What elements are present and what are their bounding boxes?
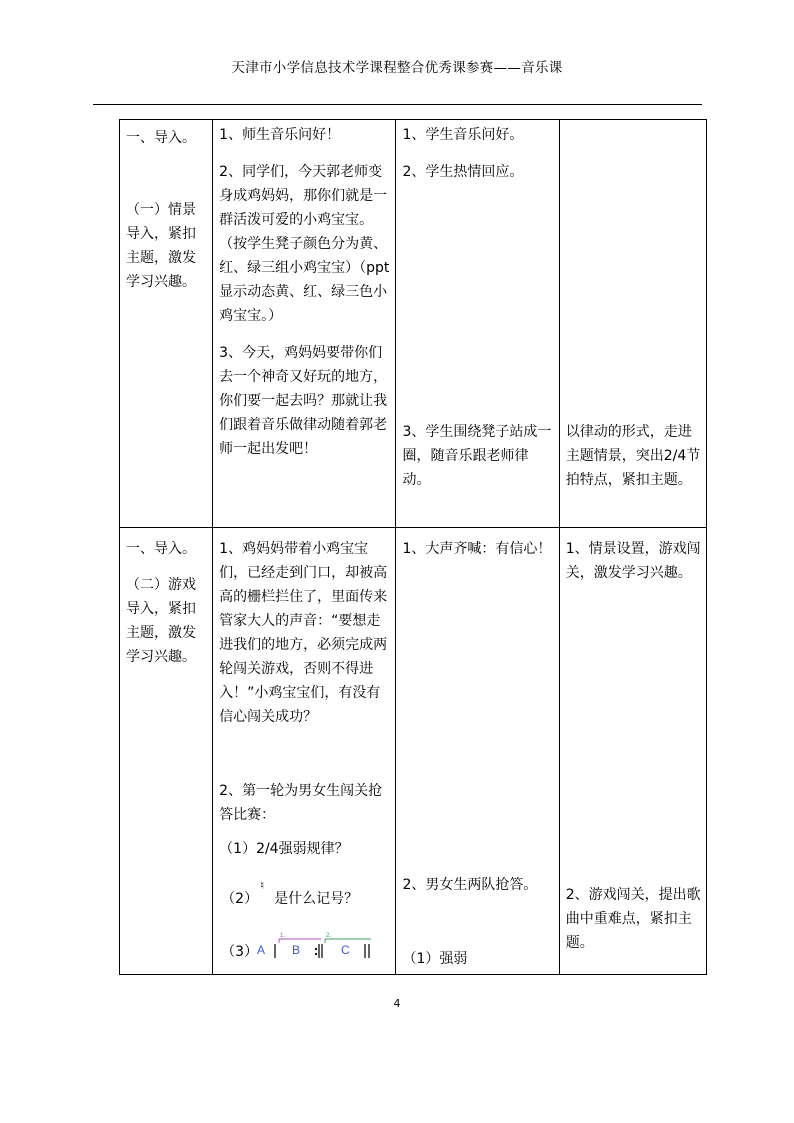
teacher-step-1: 1、师生音乐问好！ [219,127,341,143]
teacher-activity-cell [213,120,396,528]
teacher-question-2-label: （2） [221,891,259,907]
design-purpose-cell [559,120,706,528]
design-purpose-cell [559,528,706,975]
section-b-label: B [292,943,301,957]
teacher-step-3: 3、今天，鸡妈妈要带你们去一个神奇又好玩的地方，你们要一起去吗？那就让我们跟着音乐做律动随着郭老师一起出发吧！ [219,345,388,457]
teacher-activity-cell [213,528,396,975]
page-number: 4 [393,997,401,1010]
stage-cell [120,120,213,528]
stage-cell [120,528,213,975]
header-rule [93,104,702,105]
section-a-label: A [257,943,266,957]
student-step-3: 3、学生围绕凳子站成一圈，随音乐跟老师律动。 [402,424,552,488]
stage-title: 一、导入。 [126,130,196,146]
stage-subtitle: （二）游戏导入，紧扣主题，激发学习兴趣。 [126,577,196,665]
purpose-2: 2、游戏闯关，提出歌曲中重难点，紧扣主题。 [565,887,701,951]
purpose-1: 1、情景设置，游戏闯关，激发学习兴趣。 [565,541,701,581]
lesson-plan-table [119,119,707,975]
student-step-1: 1、学生音乐问好。 [402,127,524,143]
stage-title: 一、导入。 [126,541,196,557]
teacher-step-1: 1、鸡妈妈带着小鸡宝宝们，已经走到门口，却被高高的栅栏拦住了，里面传来管家大人的声音：“要想走进我们的地方，必须完成两轮闯关游戏，否则不得进入！”小鸡宝宝们，有没有信心闯关成功？ [219,541,388,725]
second-ending-label: 2. [326,933,332,939]
student-answer-1: （1）强弱 [402,951,468,967]
student-step-2: 2、男女生两队抢答。 [402,877,538,893]
purpose-1: 以律动的形式，走进主题情景，突出2/4节拍特点，紧扣主题。 [565,424,701,488]
teacher-question-2-text: 是什么记号？ [274,891,359,907]
teacher-question-3-label: （3） [221,944,259,960]
natural-sign-icon: ♮ [260,879,265,892]
repeat-structure-icon [251,928,391,964]
table-row [120,120,707,528]
teacher-step-2: 2、第一轮为男女生闯关抢答比赛： [219,783,383,823]
table-row [120,528,707,975]
first-ending-label: 1. [280,933,286,939]
teacher-step-2: 2、同学们，今天郭老师变身成鸡妈妈，那你们就是一群活泼可爱的小鸡宝宝。（按学生凳子颜色分为黄、红、绿三组小鸡宝宝）（ppt显示动态黄、红、绿三色小鸡宝宝。） [219,164,390,324]
stage-subtitle: （一）情景导入，紧扣主题，激发学习兴趣。 [126,202,196,290]
student-activity-cell [396,120,559,528]
student-step-1: 1、大声齐喊：有信心！ [402,541,552,557]
page-header-title: 天津市小学信息技术学课程整合优秀课参赛——音乐课 [231,60,563,76]
student-step-2: 2、学生热情回应。 [402,164,524,180]
teacher-question-1: （1）2/4强弱规律？ [219,841,349,857]
student-activity-cell [396,528,559,975]
section-c-label: C [341,943,350,957]
